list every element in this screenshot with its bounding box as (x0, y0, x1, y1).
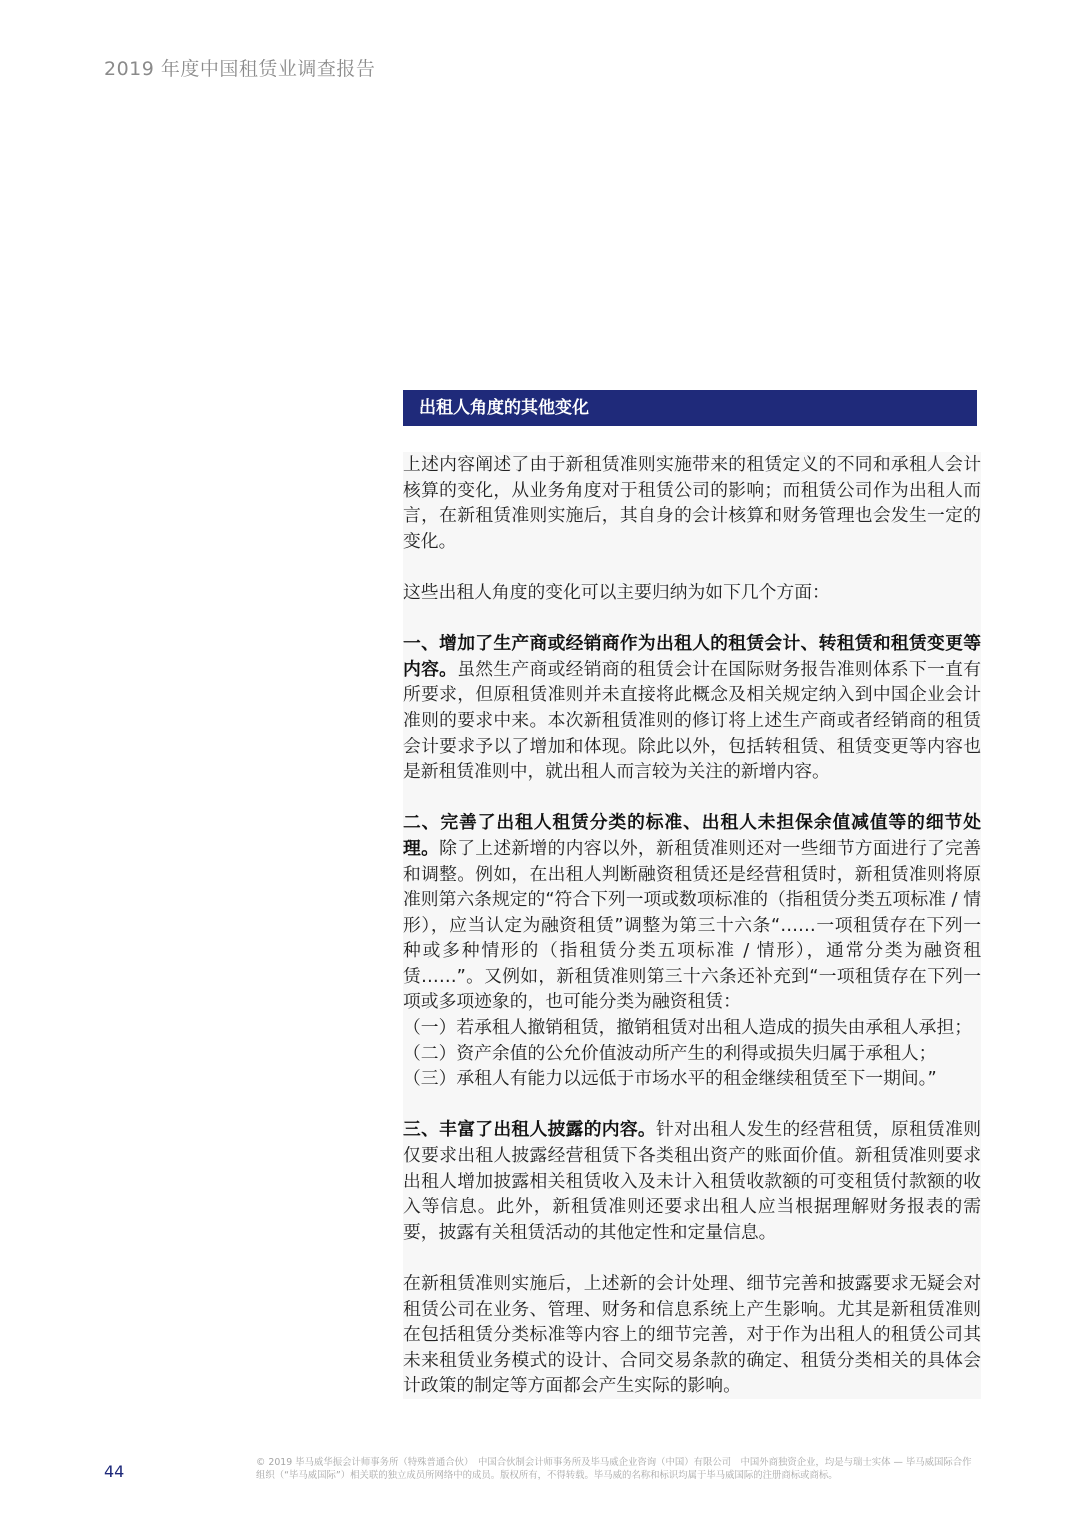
summary-paragraph: 这些出租人角度的变化可以主要归纳为如下几个方面： (403, 581, 830, 603)
point-3-paragraph (403, 1117, 981, 1245)
point-2-heading: 二、完善了出租人租赁分类的标准、出租人未担保余值减值等的细节处理。 (403, 812, 981, 859)
section-title: 出租人角度的其他变化 (403, 390, 977, 426)
content-panel (403, 452, 981, 1399)
running-header: 2019 年度中国租赁业调查报告 (104, 58, 376, 80)
point-1-body: 虽然生产商或经销商的租赁会计在国际财务报告准则体系下一直有所要求，但原租赁准则并未直接将此概念及相关规定纳入到中国企业会计准则的要求中来。本次新租赁准则的修订将上述生产商或者经销商的租赁会计要求予以了增加和体现。除此以外，包括转租赁、租赁变更等内容也是新租赁准则中，就出租人而言较为关注的新增内容。 (403, 658, 981, 783)
footer-legal-notice: © 2019 毕马威华振会计师事务所（特殊普通合伙） 中国合伙制会计师事务所及毕马威企业咨询（中国）有限公司 中国外商独资企业，均是与瑞士实体 — 毕马威国际合作组织（“毕马威国际”）相关联的独立成员所网络中的成员。版权所有，不得转载。毕马威的名称和标识均属于毕马威国际的注册商标或商标。 (256, 1457, 972, 1481)
point-3-heading: 三、丰富了出租人披露的内容。 (403, 1119, 656, 1141)
point-2-item-3: （三）承租人有能力以远低于市场水平的租金继续租赁至下一期间。” (403, 1068, 937, 1090)
article-body (403, 452, 981, 1399)
page-number: 44 (104, 1462, 125, 1481)
point-2-body: 除了上述新增的内容以外，新租赁准则还对一些细节方面进行了完善和调整。例如，在出租人判断融资租赁还是经营租赁时，新租赁准则将原准则第六条规定的“符合下列一项或数项标准的（指租赁分类五项标准 / 情形），应当认定为融资租赁”调整为第三十六条“……一项租赁存在下列一种或多种情形的（指租赁分类五项标准 / 情形），通常分类为融资租赁……”。又例如，新租赁准则第三十六条还补充到“一项租赁存在下列一项或多项迹象的，也可能分类为融资租赁： (403, 837, 981, 1013)
conclusion-paragraph: 在新租赁准则实施后，上述新的会计处理、细节完善和披露要求无疑会对租赁公司在业务、管理、财务和信息系统上产生影响。尤其是新租赁准则在包括租赁分类标准等内容上的细节完善，对于作为出租人的租赁公司其未来租赁业务模式的设计、合同交易条款的确定、租赁分类相关的具体会计政策的制定等方面都会产生实际的影响。 (403, 1273, 981, 1397)
point-2-item-1: （一）若承租人撤销租赁，撤销租赁对出租人造成的损失由承租人承担； (403, 1017, 973, 1039)
point-2-paragraph (403, 810, 981, 1092)
point-1-heading: 一、增加了生产商或经销商作为出租人的租赁会计、转租赁和租赁变更等内容。 (403, 633, 981, 680)
point-1-paragraph (403, 631, 981, 785)
point-3-body: 针对出租人发生的经营租赁，原租赁准则仅要求出租人披露经营租赁下各类租出资产的账面价值。新租赁准则要求出租人增加披露相关租赁收入及未计入租赁收款额的可变租赁付款额的收入等信息。此外，新租赁准则还要求出租人应当根据理解财务报表的需要，披露有关租赁活动的其他定性和定量信息。 (403, 1119, 981, 1243)
intro-paragraph: 上述内容阐述了由于新租赁准则实施带来的租赁定义的不同和承租人会计核算的变化，从业务角度对于租赁公司的影响；而租赁公司作为出租人而言，在新租赁准则实施后，其自身的会计核算和财务管理也会发生一定的变化。 (403, 454, 981, 552)
point-2-item-2: （二）资产余值的公允价值波动所产生的利得或损失归属于承租人； (403, 1042, 937, 1064)
